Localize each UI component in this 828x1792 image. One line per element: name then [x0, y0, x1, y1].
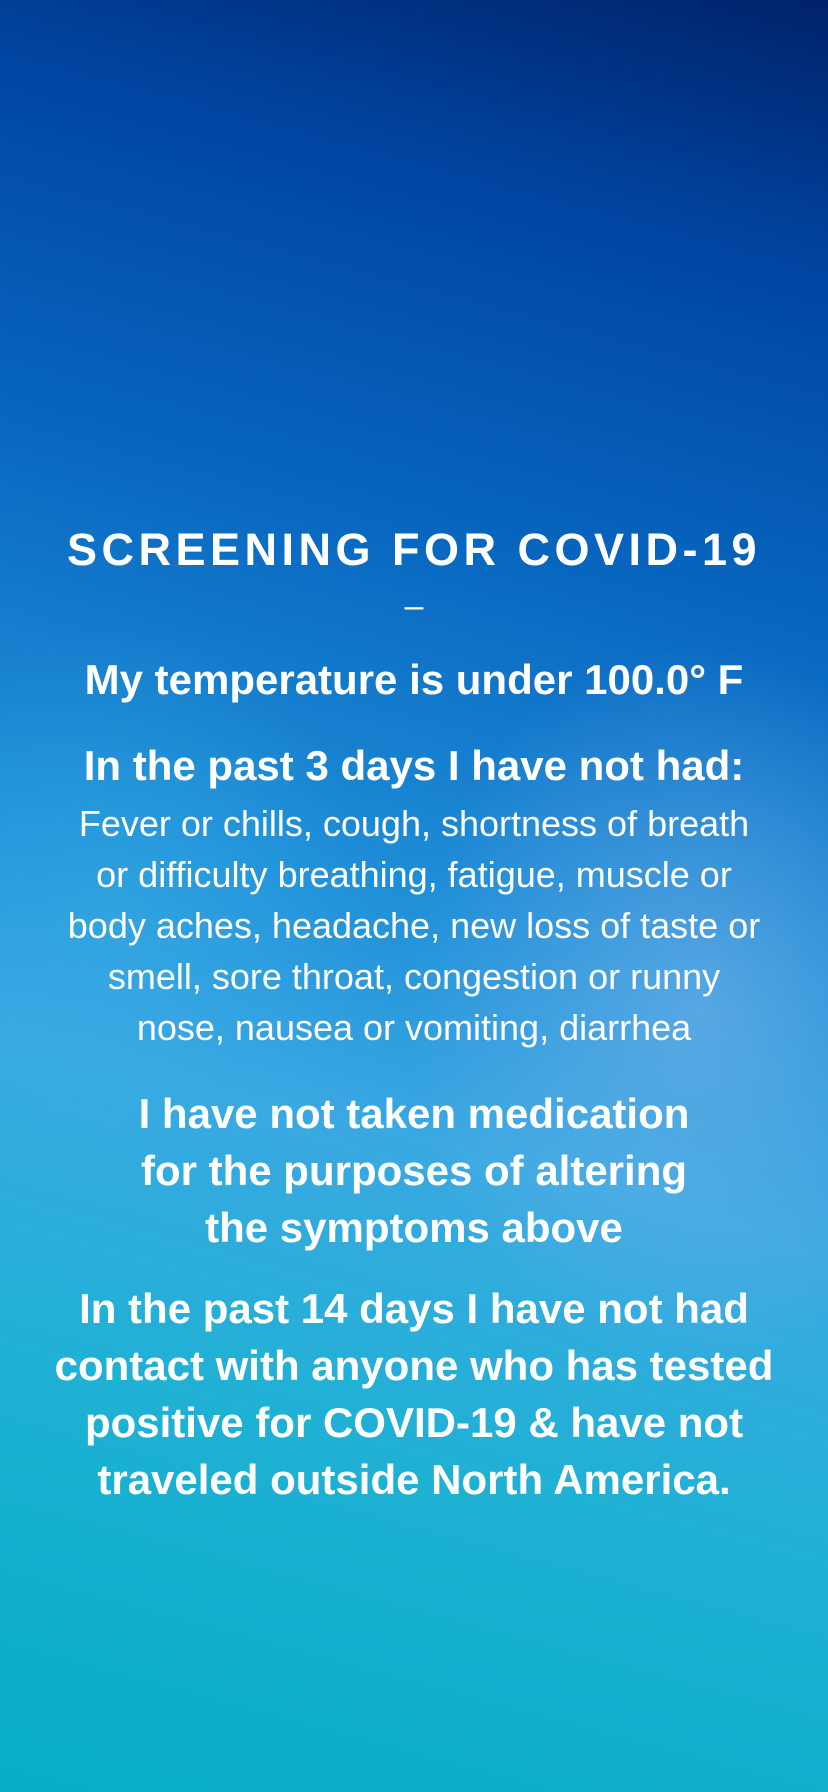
title-separator: – [404, 587, 424, 625]
symptoms-list: Fever or chills, cough, shortness of breath or difficulty breathing, fatigue, muscle or body aches, headache, new loss of taste or smell, sore throat, congestion or runny nose, nausea or vomiting, diarrhea [67, 803, 761, 1048]
contact-travel-statement: In the past 14 days I have not had contact with anyone who has tested positive for COVID-19 & have not traveled outside North America. [54, 1285, 774, 1503]
screening-title: SCREENING FOR COVID-19 [66, 524, 762, 575]
medication-statement: I have not taken medication for the purposes of altering the symptoms above [138, 1090, 690, 1251]
temperature-statement: My temperature is under 100.0° F [84, 656, 744, 703]
screening-content [0, 512, 828, 1508]
symptoms-heading: In the past 3 days I have not had: [83, 742, 745, 789]
